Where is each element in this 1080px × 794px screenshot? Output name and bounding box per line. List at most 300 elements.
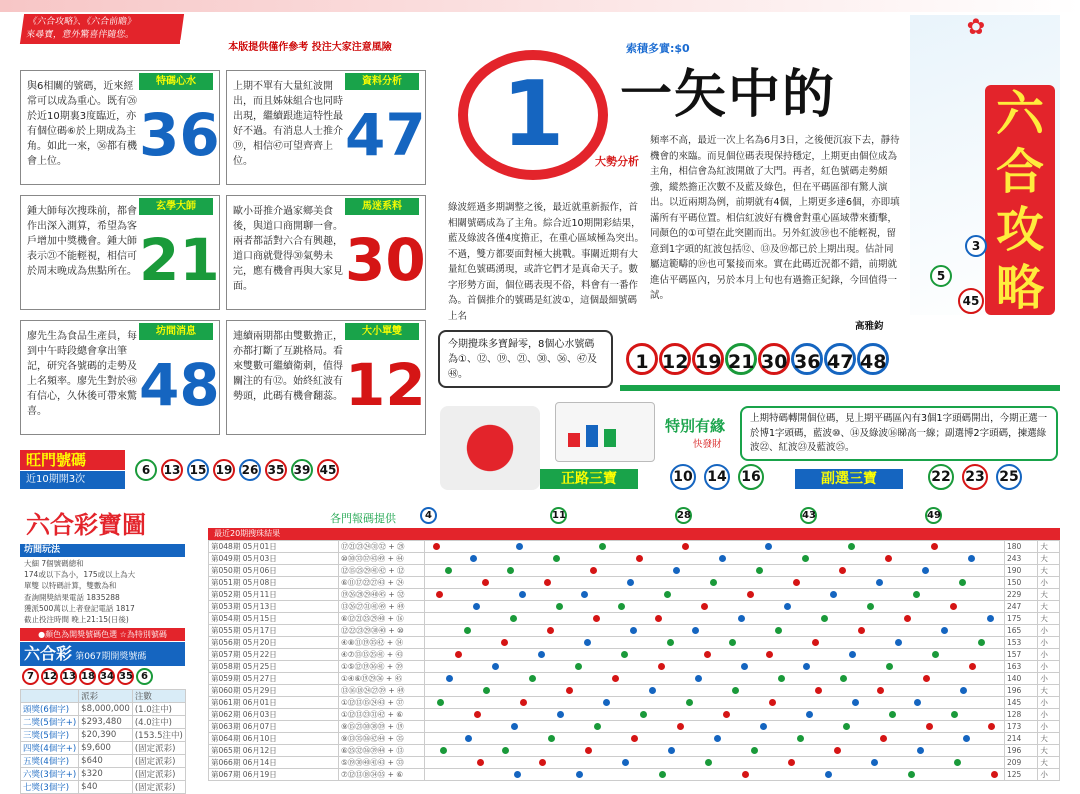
draw-cell: 第067期 06月19日	[209, 769, 339, 781]
sum-cell: 153	[1005, 637, 1038, 649]
number-ball: 47	[824, 343, 856, 375]
table-row	[209, 757, 1060, 769]
marker-ball: 11	[550, 507, 567, 524]
prize-cell: (4.0注中)	[132, 716, 185, 729]
marker-ball: 49	[925, 507, 942, 524]
number-ball: 21	[725, 343, 757, 375]
draw-cell: 第050期 05月06日	[209, 565, 339, 577]
result-dot	[751, 747, 758, 754]
result-dot	[556, 603, 563, 610]
number-ball: 10	[670, 464, 696, 490]
result-dot	[802, 555, 809, 562]
draw-cell: 第060期 05月29日	[209, 685, 339, 697]
lottery-info	[20, 558, 185, 628]
prize-row	[21, 729, 186, 742]
dot-grid-cell	[425, 661, 1005, 673]
result-dot	[514, 771, 521, 778]
result-dot	[991, 771, 998, 778]
draw-number: 第067期開獎號碼	[75, 652, 147, 662]
result-dot	[815, 687, 822, 694]
hot-balls	[135, 459, 435, 485]
result-dot	[664, 591, 671, 598]
result-dot	[951, 711, 958, 718]
result-dot	[760, 723, 767, 730]
trend-tag: 大勢分析	[595, 155, 639, 168]
result-dot	[806, 711, 813, 718]
tip-number: 47	[345, 101, 426, 169]
number-ball: 35	[265, 459, 287, 481]
sum-cell: 173	[1005, 721, 1038, 733]
main-balls	[670, 464, 790, 490]
table-row	[209, 565, 1060, 577]
result-dot	[590, 567, 597, 574]
marker-balls	[420, 505, 1040, 527]
result-dot	[492, 663, 499, 670]
result-dot	[701, 603, 708, 610]
result-dot	[849, 651, 856, 658]
tip-card-2	[226, 70, 426, 185]
result-dot	[705, 759, 712, 766]
numbers-cell: ⑨⑬㉟㊱㊷㊹ + ㉟	[339, 733, 425, 745]
result-dot	[714, 735, 721, 742]
tip-label: 特碼心水	[139, 73, 213, 90]
tip-card-5	[20, 320, 220, 435]
result-dot	[682, 543, 689, 550]
info-line: 截止投注時間 晚上21:15(日後)	[24, 615, 129, 625]
dot-grid-cell	[425, 589, 1005, 601]
result-dot	[729, 639, 736, 646]
result-dot	[710, 579, 717, 586]
results-grid	[208, 540, 1060, 778]
special-text: 上期特碼轉開個位碼，見上期平碼區內有3個1字頭碼開出，今期正選一於博1字頭碼，藍波⑩、⑭及綠波⑯睇高一線；副選博2字頭碼，揀選綠波㉒、紅波㉓及藍波㉕。	[740, 406, 1058, 461]
prize-cell: $8,000,000	[79, 703, 133, 716]
prize-header-cell: 注數	[132, 690, 185, 703]
result-dot	[511, 723, 518, 730]
result-dot	[775, 627, 782, 634]
picks-text: 今期攪珠多寶歸零，8個心水號碼為①、⑫、⑲、㉑、㉚、㊱、㊼及㊽。	[438, 330, 613, 388]
prize-row	[21, 716, 186, 729]
logo-char: 合	[995, 144, 1044, 200]
info-line: 174或以下為小，175或以上為大	[24, 570, 136, 580]
numbers-cell: ①⑫⑬⑮㉔㊸ + ㊲	[339, 697, 425, 709]
result-dot	[978, 639, 985, 646]
sum-cell: 229	[1005, 589, 1038, 601]
disclaimer-banner: 本版提供僅作參考 投注大家注意風險	[180, 40, 440, 56]
result-dot	[539, 759, 546, 766]
prize-cell: 三獎(5個字)	[21, 729, 79, 742]
size-cell: 小	[1038, 721, 1060, 733]
result-dot	[631, 735, 638, 742]
dot-grid-cell	[425, 709, 1005, 721]
big-one-digit: 1	[458, 50, 608, 180]
number-ball: 12	[41, 668, 58, 685]
table-row	[209, 589, 1060, 601]
sum-cell: 145	[1005, 697, 1038, 709]
draw-cell: 第064期 06月10日	[209, 733, 339, 745]
sum-cell: 125	[1005, 769, 1038, 781]
table-row	[209, 673, 1060, 685]
result-dot	[932, 651, 939, 658]
size-cell: 小	[1038, 577, 1060, 589]
result-dot	[667, 639, 674, 646]
draw-cell: 第056期 05月20日	[209, 637, 339, 649]
prize-cell: 五獎(4個字)	[21, 755, 79, 768]
result-dot	[455, 651, 462, 658]
top-strip	[0, 0, 1080, 12]
provider-label: 各門報碼提供	[330, 512, 396, 525]
special-title: 特別有緣	[665, 417, 726, 435]
sum-cell: 175	[1005, 613, 1038, 625]
tip-card-3	[20, 195, 220, 310]
number-ball: 19	[213, 459, 235, 481]
number-ball: 35	[117, 668, 134, 685]
numbers-cell: ⑨⑮㉓㉚㊳㊴ + ⑲	[339, 721, 425, 733]
table-row	[209, 769, 1060, 781]
numbers-cell: ④⑧⑪⑲㉟㊷ + ⑭	[339, 637, 425, 649]
info-line: 大細 7個號碼總和	[24, 559, 84, 568]
result-dot	[821, 615, 828, 622]
number-ball: 25	[996, 464, 1022, 490]
special-subtitle: 快發財	[693, 439, 722, 450]
result-dot	[765, 543, 772, 550]
numbers-cell: ⑲㉖㉘㉙㊵㊺ + ㉜	[339, 589, 425, 601]
dot-grid-cell	[425, 733, 1005, 745]
result-dot	[686, 699, 693, 706]
hk-jockey-icon: ✿	[966, 15, 986, 40]
result-dot	[477, 759, 484, 766]
result-dot	[436, 591, 443, 598]
result-dot	[732, 687, 739, 694]
tip-text: 歐小哥推介過家鄉美食後，與道口商開聊一會。兩者都話對六合有興趣，道口商就覺得㉚氣勢未完，應有機會再與大家見面。	[233, 206, 343, 292]
result-dot	[704, 651, 711, 658]
tip-card-4	[226, 195, 426, 310]
dot-grid-cell	[425, 625, 1005, 637]
main-label: 正路三寶	[540, 469, 638, 489]
result-dot	[719, 555, 726, 562]
result-dot	[825, 771, 832, 778]
number-ball: 12	[659, 343, 691, 375]
result-dot	[576, 771, 583, 778]
result-dot	[695, 675, 702, 682]
prize-row	[21, 755, 186, 768]
result-dot	[885, 555, 892, 562]
numbers-cell: ⑦⑫⑬⑱㉞㉟ + ⑥	[339, 769, 425, 781]
sub-label: 副選三寶	[795, 469, 903, 489]
dot-grid-cell	[425, 649, 1005, 661]
dot-grid-cell	[425, 601, 1005, 613]
size-cell: 大	[1038, 757, 1060, 769]
numbers-cell: ⑫㉒㉓㉙㉚㊵ + ⑩	[339, 625, 425, 637]
size-cell: 小	[1038, 661, 1060, 673]
tip-label: 玄學大師	[139, 198, 213, 215]
sum-cell: 196	[1005, 745, 1038, 757]
dot-grid-cell	[425, 577, 1005, 589]
logo-ball: 3	[965, 235, 987, 257]
result-dot	[908, 771, 915, 778]
logo-ball: 45	[958, 288, 984, 314]
size-cell: 大	[1038, 565, 1060, 577]
jackpot-cost: 索積多實:$0	[626, 42, 690, 55]
draw-cell: 第051期 05月08日	[209, 577, 339, 589]
numbers-cell: ⑰㉑㉓㉔㉛㉜ + ㉘	[339, 541, 425, 553]
result-dot	[747, 591, 754, 598]
size-cell: 小	[1038, 697, 1060, 709]
size-cell: 大	[1038, 541, 1060, 553]
lottery-title: 六合彩寶圖	[26, 511, 146, 539]
sub-balls	[928, 464, 1058, 490]
dot-grid-cell	[425, 565, 1005, 577]
numbers-cell: ⑥⑪⑰㉒㉗㊸ + ㉔	[339, 577, 425, 589]
size-cell: 小	[1038, 637, 1060, 649]
result-dot	[668, 747, 675, 754]
result-dot	[519, 591, 526, 598]
result-dot	[797, 735, 804, 742]
numbers-cell: ⑬㉖㉗㉛㊶㊾ + ㊾	[339, 601, 425, 613]
result-dot	[649, 687, 656, 694]
marker-ball: 4	[420, 507, 437, 524]
result-dot	[618, 603, 625, 610]
number-ball: 36	[791, 343, 823, 375]
size-cell: 小	[1038, 673, 1060, 685]
sum-cell: 190	[1005, 565, 1038, 577]
dot-grid-cell	[425, 553, 1005, 565]
tip-card-6	[226, 320, 426, 435]
info-line: 單雙 以特碼計算，雙數為和	[24, 581, 117, 591]
result-dot	[954, 759, 961, 766]
result-dot	[812, 639, 819, 646]
dot-grid-cell	[425, 769, 1005, 781]
tip-number: 30	[345, 226, 426, 294]
size-cell: 小	[1038, 709, 1060, 721]
result-dot	[474, 711, 481, 718]
table-row	[209, 709, 1060, 721]
draw-cell: 第052期 05月11日	[209, 589, 339, 601]
result-dot	[963, 735, 970, 742]
prize-cell: (固定派彩)	[132, 755, 185, 768]
numbers-cell: ⑬⑯⑱㉔㉗㊴ + ㊾	[339, 685, 425, 697]
prize-header-cell	[21, 690, 79, 703]
dot-grid-cell	[425, 757, 1005, 769]
result-dot	[581, 591, 588, 598]
prize-row	[21, 703, 186, 716]
numbers-cell: ⑫⑮㉕㉙㊶㊷ + ⑫	[339, 565, 425, 577]
sum-cell: 163	[1005, 661, 1038, 673]
sum-cell: 243	[1005, 553, 1038, 565]
result-dot	[858, 627, 865, 634]
marker-ball: 43	[800, 507, 817, 524]
result-dot	[889, 711, 896, 718]
result-dot	[988, 723, 995, 730]
sum-cell: 214	[1005, 733, 1038, 745]
draw-cell: 第048期 05月01日	[209, 541, 339, 553]
dot-grid-cell	[425, 541, 1005, 553]
numbers-cell: ⑥⑫㉑㉕㉙㊵ + ⑯	[339, 613, 425, 625]
prize-row	[21, 742, 186, 755]
number-ball: 30	[758, 343, 790, 375]
sum-cell: 209	[1005, 757, 1038, 769]
logo-char: 略	[995, 260, 1044, 316]
result-dot	[950, 603, 957, 610]
result-dot	[584, 639, 591, 646]
result-dot	[959, 579, 966, 586]
result-dot	[544, 579, 551, 586]
result-dot	[594, 723, 601, 730]
prize-row	[21, 781, 186, 794]
result-dot	[575, 663, 582, 670]
size-cell: 小	[1038, 649, 1060, 661]
result-dot	[437, 699, 444, 706]
article-right: 頻率不高，最近一次上名為6月3日，之後便沉寂下去，靜待機會的來臨。而見個位碼表現保持穩定，上期更由個位成為主角，相信會為紅波開啟了大門。再者，紅色號碼走勢頗強，縱然擔正次數不及藍及綠色，但在平碼區卻有驚人演出。以近兩期為例，前期就有4個，上期更多達6個，亦即填滿所有平碼位置。相信紅波好有機會對重心區域帶來衝擊，同顏色的①可望在此突圍而出。另外紅波⑲也不能輕視，留意到1字頭的紅波包括⑫、⑬及⑲都已於上期出現。估計同屬這範疇的⑲也可緊接而來。實在此碼近況都不錯，前期就進佔平碼區內，另於本月上旬也有過擔正紀錄，今回值得一試。	[650, 135, 900, 301]
result-dot	[465, 735, 472, 742]
numbers-cell: ⑥㉕㉜㊱㊴㊹ + ⑬	[339, 745, 425, 757]
numbers-cell: ①⑤⑫⑲㊱㊶ + ㊴	[339, 661, 425, 673]
size-cell: 小	[1038, 625, 1060, 637]
result-dot	[914, 699, 921, 706]
result-dot	[566, 687, 573, 694]
article-left: 綠波經過多期調整之後，最近就重新振作，首相關號碼成為了主角。綜合近10期開彩結果，藍及綠波各僅4度擔正，在重心區域極為突出。不過，雙方都要面對極大挑戰。事關近期有大量紅色號碼湧現，或許它們才是真命天子。數字形勢方面，個位碼表現不俗，料會有一番作為。首個推介的號碼是紅波①，這個最細號碼上名	[448, 202, 645, 322]
draw-cell: 第066期 06月14日	[209, 757, 339, 769]
result-dot	[931, 543, 938, 550]
numbers-cell: ①⑫⑬㉓㉛㊷ + ⑥	[339, 709, 425, 721]
result-dot	[840, 675, 847, 682]
result-dot	[913, 591, 920, 598]
tip-number: 36	[139, 101, 220, 169]
size-cell: 大	[1038, 613, 1060, 625]
logo-char: 六	[995, 86, 1044, 142]
color-note: ●顏色為開獎號碼色選 ☆為特別號碼	[20, 628, 185, 641]
sum-cell: 196	[1005, 685, 1038, 697]
result-dot	[830, 591, 837, 598]
tip-number: 12	[345, 351, 426, 419]
result-dot	[501, 639, 508, 646]
number-ball: 39	[291, 459, 313, 481]
tip-text: 連續兩期都由雙數擔正，亦都打斷了互跳格局。看來雙數可繼續衛刺，值得關注的有⑫。始終紅波有勢頭，此碼有機會翻蕊。	[233, 331, 343, 402]
draw-cell: 第061期 06月01日	[209, 697, 339, 709]
draw-cell: 第054期 05月15日	[209, 613, 339, 625]
number-ball: 23	[962, 464, 988, 490]
table-row	[209, 625, 1060, 637]
result-dot	[507, 567, 514, 574]
table-row	[209, 601, 1060, 613]
headline-title: 一矢中的	[620, 65, 837, 125]
draw-title: 六合彩	[24, 644, 73, 663]
info-line: 查詢開獎結果電話 1835288	[24, 592, 120, 602]
sum-cell: 128	[1005, 709, 1038, 721]
table-row	[209, 721, 1060, 733]
result-dot	[538, 651, 545, 658]
number-ball: 26	[239, 459, 261, 481]
result-dot	[470, 555, 477, 562]
number-ball: 48	[857, 343, 889, 375]
result-dot	[968, 555, 975, 562]
number-ball: 6	[135, 459, 157, 481]
result-dot	[510, 615, 517, 622]
dot-grid-cell	[425, 745, 1005, 757]
result-dot	[547, 627, 554, 634]
result-dot	[839, 567, 846, 574]
table-row	[209, 613, 1060, 625]
result-dot	[922, 567, 929, 574]
prize-cell: $320	[79, 768, 133, 781]
size-cell: 大	[1038, 745, 1060, 757]
draw-balls	[22, 668, 185, 688]
table-row	[209, 577, 1060, 589]
draw-cell: 第053期 05月13日	[209, 601, 339, 613]
result-dot	[803, 663, 810, 670]
prize-cell: (153.5注中)	[132, 729, 185, 742]
tip-text: 鍾大師每次搜珠前，都會作出深入測算，希望為客戶增加中獎機會。鍾大師表示㉑不能輕視，相信可於周末晚成為焦點所在。	[27, 206, 137, 277]
result-dot	[926, 723, 933, 730]
pick-balls	[626, 343, 1066, 379]
prize-cell: 七獎(3個字)	[21, 781, 79, 794]
prize-cell: $293,480	[79, 716, 133, 729]
dot-grid-cell	[425, 721, 1005, 733]
logo-text	[985, 85, 1055, 315]
article-author: 高雅鈞	[855, 321, 884, 332]
result-dot	[960, 687, 967, 694]
draw-cell: 第062期 06月03日	[209, 709, 339, 721]
prize-cell: 六獎(3個字+)	[21, 768, 79, 781]
prize-cell: $20,390	[79, 729, 133, 742]
numbers-cell: ④⑦⑬⑮㉕㊶ + ㊸	[339, 649, 425, 661]
result-dot	[673, 567, 680, 574]
size-cell: 大	[1038, 553, 1060, 565]
number-ball: 19	[692, 343, 724, 375]
result-dot	[655, 615, 662, 622]
number-ball: 15	[187, 459, 209, 481]
draw-cell: 第063期 06月07日	[209, 721, 339, 733]
result-dot	[871, 759, 878, 766]
result-dot	[917, 747, 924, 754]
sum-cell: 247	[1005, 601, 1038, 613]
size-cell: 大	[1038, 733, 1060, 745]
number-ball: 18	[79, 668, 96, 685]
result-dot	[738, 615, 745, 622]
dot-grid-cell	[425, 685, 1005, 697]
table-row	[209, 649, 1060, 661]
slogan-line-2: 來尋寶，意外驚喜伴隨您。	[25, 30, 135, 40]
result-dot	[553, 555, 560, 562]
result-dot	[876, 579, 883, 586]
draw-cell: 第049期 05月03日	[209, 553, 339, 565]
prize-cell: (固定派彩)	[132, 768, 185, 781]
result-dot	[867, 603, 874, 610]
number-ball: 34	[98, 668, 115, 685]
prize-table-wrap	[20, 689, 185, 794]
numbers-cell: ①④⑥⑲㉙㊱ + ㊺	[339, 673, 425, 685]
howto-label: 坊間玩法	[20, 544, 185, 557]
draw-cell: 第057期 05月22日	[209, 649, 339, 661]
logo-ball: 5	[930, 265, 952, 287]
result-dot	[529, 675, 536, 682]
result-dot	[852, 699, 859, 706]
result-dot	[520, 699, 527, 706]
prize-cell: 四獎(4個字+)	[21, 742, 79, 755]
prize-cell: $40	[79, 781, 133, 794]
result-dot	[603, 699, 610, 706]
result-dot	[630, 627, 637, 634]
result-dot	[877, 687, 884, 694]
result-dot	[593, 615, 600, 622]
size-cell: 大	[1038, 601, 1060, 613]
result-dot	[793, 579, 800, 586]
result-dot	[516, 543, 523, 550]
result-dot	[585, 747, 592, 754]
number-ball: 16	[738, 464, 764, 490]
result-dot	[742, 771, 749, 778]
logo-area	[910, 15, 1060, 315]
result-dot	[483, 687, 490, 694]
